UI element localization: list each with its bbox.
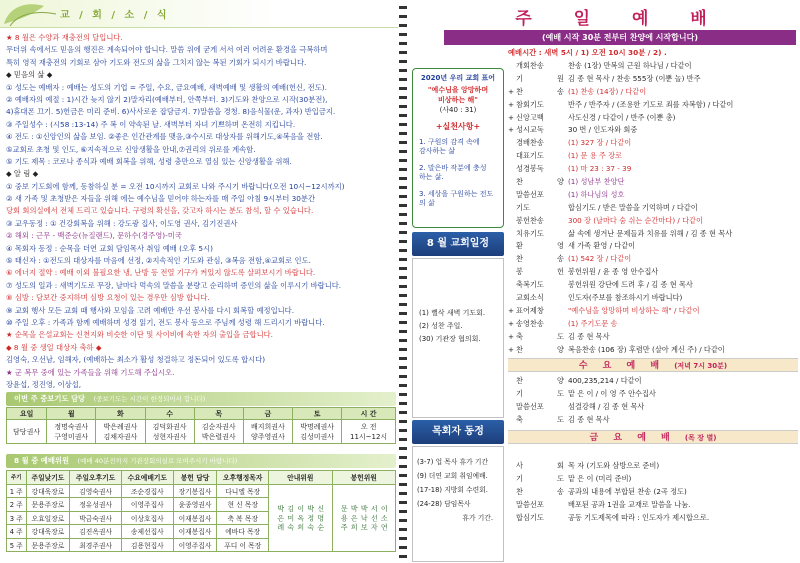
corner-label: 주기 bbox=[10, 475, 22, 482]
order-label: 교회소식 bbox=[516, 293, 544, 303]
friday-worship-band bbox=[508, 430, 798, 444]
order-value: 김 종 현 목사 bbox=[568, 414, 610, 424]
order-value: 김 종 현 목사 / 찬송 555장 (이뿐 놀) 반주 bbox=[568, 73, 701, 83]
friday-title: 금 요 예 배 bbox=[589, 433, 676, 443]
table-cell: 정명숙권사 구영미권사 bbox=[47, 420, 96, 444]
table-cell: 3 주 bbox=[7, 511, 27, 525]
order-row bbox=[508, 202, 798, 215]
member-name: 신 명 순 bbox=[316, 505, 325, 531]
motto-line2: 비상하는 해" bbox=[438, 96, 478, 104]
order-row bbox=[508, 99, 798, 112]
order-value: 봉헌위원 / 윤 종 영 안수집사 bbox=[568, 267, 659, 277]
worship-committee-note: (예배 40분전까지 기관장회의실로 모여주시기 바랍니다) bbox=[77, 457, 238, 465]
table-cell: 1 주 bbox=[7, 484, 27, 498]
order-label: 찬 양 bbox=[516, 376, 564, 385]
news-line: ★ 군 복무 중에 있는 가족들을 위해 기도해 주십시오. bbox=[6, 367, 175, 377]
order-value: 배포된 공과 1권을 교재로 말씀을 나눔. bbox=[568, 499, 691, 509]
prayer-duty-table bbox=[6, 407, 396, 444]
table-cell: 김용현집사 bbox=[121, 538, 173, 552]
order-mark: + bbox=[508, 86, 515, 96]
table-cell: 김영숙권사 bbox=[70, 484, 122, 498]
order-label: 대표기도 bbox=[516, 151, 544, 161]
order-value: 찬송 (1장) 만복의 근원 하나님 / 다같이 bbox=[568, 61, 692, 70]
friday-order-list bbox=[508, 460, 798, 524]
order-value: 300 장 (날마다 숨 쉬는 순간마다) / 다같이 bbox=[568, 215, 703, 225]
news-line: ⑨ 교회 행사 모든 교회 때 행사와 모임을 고려 예배만 우선 봉사를 다시 회복할 예정입니다. bbox=[6, 305, 295, 315]
order-label: 합심기도 bbox=[516, 512, 544, 522]
table-cell: 이상호집사 bbox=[121, 511, 173, 525]
order-label: 기도 bbox=[516, 202, 530, 212]
order-value: 김 종 현 목사 bbox=[568, 331, 610, 341]
order-label: 말씀선포 bbox=[516, 499, 544, 509]
table-cell: 박명례권사 김성미권사 bbox=[293, 420, 342, 444]
pastor-item-3: (17-18) 지방회 수련회. bbox=[417, 486, 488, 494]
order-row bbox=[508, 253, 798, 266]
order-row bbox=[508, 137, 798, 150]
worship-subtitle: (예배 시작 30분 전부터 찬양에 시작합니다) bbox=[444, 30, 796, 45]
table-cell: 4 주 bbox=[7, 525, 27, 539]
news-line: 당회 회의실에서 전체 드리고 있습니다. 구령의 확신을, 갖고자 하시는 분도 참석, 할 수 있습니다. bbox=[6, 206, 314, 216]
news-line: ① 중보 기도회에 함께, 동참하실 분 = 오전 10시까지 교회로 나와 주시기 바랍니다(오전 10시~12시까지) bbox=[6, 181, 345, 191]
table-cell: 윤종영권사 bbox=[173, 498, 217, 512]
order-value: (1) 542 장 / 다같이 bbox=[568, 254, 632, 264]
order-label: 경배찬송 bbox=[516, 138, 544, 148]
order-label: 신앙고백 bbox=[516, 112, 544, 122]
order-label: 기 도 bbox=[516, 388, 564, 398]
order-value: 삶 속에 생겨난 문제들과 치유를 위해 / 김 종 현 목사 bbox=[568, 228, 733, 238]
practice-2b: 하는 삶. bbox=[419, 173, 444, 181]
table-cell: 오 전 11시~12시 bbox=[342, 420, 396, 444]
page-header-title: 교 / 회 / 소 / 식 bbox=[60, 10, 170, 21]
order-value: 봉헌위원 강단에 드려 후 / 김 종 현 목사 bbox=[568, 280, 693, 290]
news-line: ② 해외 : 근무 - 백준승(뉴질랜드), 문하수(경주영)-미국 bbox=[6, 231, 182, 241]
table-cell: 강대욱장로 bbox=[26, 484, 70, 498]
pastor-item-4: (24-28) 담임목사 bbox=[417, 500, 471, 508]
table-cell: 배지희권사 양주영권사 bbox=[243, 420, 292, 444]
order-value: 복음찬송 (106 장) 후렴만 (살아 계신 주) / 다같이 bbox=[568, 344, 725, 354]
practice-2: 2. 말은바 작분에 충성 bbox=[419, 164, 487, 172]
order-value: "예수님을 앙망하며 비상하는 해" / 다같이 bbox=[568, 305, 700, 315]
member-name: 박 은 희 bbox=[350, 505, 359, 531]
order-value: (1) 주기도문 송 bbox=[568, 318, 618, 328]
left-page bbox=[0, 0, 398, 563]
news-line: ⑤교회로 초청 및 인도, ⑥지속적으로 신앙생활을 안내,⑦권리의 위로를 계속함. bbox=[6, 144, 256, 154]
table-cell: 문용주장로 bbox=[26, 538, 70, 552]
news-line: ⑦ 성도의 일과 : 새벽기도로 무장, 날마다 먹속의 말씀을 분량고 순리하며 증인의 삶을 이루시기 바랍니다. bbox=[6, 280, 342, 290]
table-cell: 최경주권사 bbox=[70, 538, 122, 552]
news-line: ⑧ 심방 : 담보간 중지하며 심방 요청이 있는 경우만 심방 합니다. bbox=[6, 293, 210, 303]
order-mark: + bbox=[508, 344, 515, 354]
order-label: 찬 송 bbox=[516, 254, 564, 264]
table-cell: 조순경집사 bbox=[121, 484, 173, 498]
order-row bbox=[508, 318, 798, 331]
motto-year: 2020년 우리 교회 표어 bbox=[420, 74, 496, 82]
practice-1b: 감사하는 삶 bbox=[419, 147, 456, 155]
right-page bbox=[408, 0, 800, 563]
order-value: (1) 하나님의 성호 bbox=[568, 189, 625, 199]
news-line: ⑤ 기도 제목 : 코로나 종식과 예배 회복을 위해, 성령 충만으로 열심 있는 신앙생활을 위해. bbox=[6, 156, 292, 166]
prayer-duty-bar bbox=[6, 392, 396, 406]
table-cell: 5 주 bbox=[7, 538, 27, 552]
order-row bbox=[508, 512, 798, 525]
order-label: 송영찬송 bbox=[516, 318, 544, 328]
pastor-item-5: 휴가 기간. bbox=[462, 514, 493, 522]
table-header-cell: 요일 bbox=[7, 408, 47, 420]
order-value: 새 가족 환영 / 다같이 bbox=[568, 241, 636, 251]
order-value: (1) 마 23 : 37 - 39 bbox=[568, 164, 632, 174]
news-line: ② 예배자의 예절 : 1)시간 늦지 않기 2)말자리(예배부터, 안쪽부터. 3)기도와 찬양으로 시작(30분전), bbox=[6, 94, 328, 104]
order-mark: + bbox=[508, 99, 515, 109]
friday-time: (목 장 별) bbox=[684, 434, 717, 442]
table-cell: 강대욱장로 bbox=[26, 525, 70, 539]
order-row bbox=[508, 215, 798, 228]
order-label: 축 도 bbox=[516, 331, 564, 341]
table-cell: 다니엘 목장 bbox=[217, 484, 269, 498]
news-line: ◆ 믿음의 삶 ◆ bbox=[6, 70, 53, 80]
table-row bbox=[7, 484, 396, 498]
table-cell: 에바다 목장 bbox=[217, 525, 269, 539]
news-line: ② 새 가족 및 초청받은 자들을 위해 에는 예수님을 믿어야 하는자를 매 주일 아침 9시부터 30분간 bbox=[6, 194, 316, 204]
worship-committee-table bbox=[6, 470, 396, 552]
order-label: 봉 헌 bbox=[516, 267, 564, 277]
member-name: 서 선 자 bbox=[370, 505, 379, 531]
news-line: ① 성도는 예배자 : 예배는 성도의 기업 = 주일, 수요, 금요예배, 새벽예배 및 생활의 예배(헌신, 전도). bbox=[6, 82, 327, 92]
table-cell: 이재봉집사 bbox=[173, 511, 217, 525]
table-cell: 이영주집사 bbox=[121, 498, 173, 512]
table-cell: 오효일장로 bbox=[26, 511, 70, 525]
news-line: ③ 교우동정 : ① 건강회복을 위해 : 강도광 집사, 이도영 권사, 김기진권사 bbox=[6, 218, 238, 228]
news-line: ★ 8 월은 수양과 재충전의 달입니다. bbox=[6, 33, 123, 42]
table-cell: 현 신 목장 bbox=[217, 498, 269, 512]
practice-3b: 의 삶 bbox=[419, 199, 435, 207]
table-header-cell: 목 bbox=[194, 408, 243, 420]
table-header-cell: 주일낮기도 bbox=[26, 471, 70, 485]
order-row bbox=[508, 266, 798, 279]
table-cell: 이재봉집사 bbox=[173, 525, 217, 539]
table-header-cell: 토 bbox=[293, 408, 342, 420]
order-row bbox=[508, 228, 798, 241]
table-cell: 문용주장로 bbox=[26, 498, 70, 512]
news-line: ④ 전도 : ①신앙인의 삶을 보임. ②좋은 인간관계를 맺음,③수시로 대상자를 위해기도,④복음을 전함. bbox=[6, 132, 323, 142]
order-row bbox=[508, 112, 798, 125]
table-header-cell: 수 bbox=[145, 408, 194, 420]
news-line: ⑤ 태신자 : ①전도의 대상자를 마음에 선정, ②지속적인 기도와 관심, ③복음 전함,④교회로 인도. bbox=[6, 256, 311, 266]
pastor-news-title: 목회자 동정 bbox=[412, 420, 504, 444]
news-line: ⑩ 주일 오후 : 가족과 함께 예배하며 성경 읽기, 전도 봉사 등으로 주님께 성령 해 드리시기 바랍니다. bbox=[6, 317, 325, 327]
sunday-worship-title: 주 일 예 배 bbox=[515, 9, 725, 29]
news-line: ◆ 8 월 중 생일 대상자 축하 ◆ bbox=[6, 342, 102, 352]
binding-spine bbox=[399, 0, 407, 563]
offering-members bbox=[332, 484, 396, 552]
wednesday-time: (저녁 7시 30분) bbox=[674, 362, 728, 370]
order-label: 축 도 bbox=[516, 414, 564, 424]
pastor-item-1: (3-7) 업 목사 휴가 기간 bbox=[417, 458, 489, 466]
table-header-cell bbox=[7, 471, 27, 485]
worship-times: 예배시간 : 새벽 5시 / 1) 오전 10시 30분 / 2) . bbox=[508, 48, 667, 57]
table-cell: 장기봉집사 bbox=[173, 484, 217, 498]
sunday-order-list bbox=[508, 60, 798, 356]
guide-members bbox=[269, 484, 332, 552]
member-name: 이 소 연 bbox=[380, 505, 389, 531]
motto-line1: "예수님을 앙망하며 bbox=[427, 86, 489, 94]
order-mark: + bbox=[508, 331, 515, 341]
table-cell: 2 주 bbox=[7, 498, 27, 512]
practice-1: 1. 구원의 감격 속에 bbox=[419, 138, 480, 146]
order-label: 찬 송 bbox=[516, 486, 564, 496]
table-header-cell: 화 bbox=[96, 408, 145, 420]
order-value: (1) 문 용 주 장로 bbox=[568, 151, 623, 161]
august-schedule-title: 8 월 교회일정 bbox=[412, 232, 504, 256]
member-name: 문 용 주 bbox=[340, 505, 349, 531]
table-header-cell: 수요예배기도 bbox=[121, 471, 173, 485]
order-label: 성시교독 bbox=[516, 125, 544, 135]
table-cell: 축 복 목장 bbox=[217, 511, 269, 525]
order-value: 인도자(주보를 참조하시기 바랍니다) bbox=[568, 293, 683, 303]
order-value: 공과의 내용에 부합된 찬송 (2곡 정도) bbox=[568, 486, 687, 496]
order-mark: + bbox=[508, 305, 515, 315]
table-header-cell: 시 간 bbox=[342, 408, 396, 420]
order-label: 기 원 bbox=[516, 73, 564, 83]
order-row bbox=[508, 86, 798, 99]
august-item-2: (2) 성찬 주일. bbox=[419, 322, 463, 330]
order-row bbox=[508, 150, 798, 163]
order-label: 표어제창 bbox=[516, 305, 544, 315]
order-row bbox=[508, 473, 798, 486]
table-header-cell: 봉헌 담당 bbox=[173, 471, 217, 485]
order-label: 사 회 bbox=[516, 461, 564, 470]
table-header-cell: 주일오후기도 bbox=[70, 471, 122, 485]
member-name: 김 미 숙 bbox=[286, 505, 295, 531]
order-row bbox=[508, 163, 798, 176]
order-row bbox=[508, 189, 798, 202]
wednesday-order-list bbox=[508, 375, 798, 427]
order-row bbox=[508, 375, 798, 388]
member-name: 박 은 례 bbox=[276, 505, 285, 531]
august-schedule-box bbox=[412, 258, 504, 418]
order-value: (1) 성남부 찬양단 bbox=[568, 177, 625, 187]
order-value: 400,235,214 / 다같이 bbox=[568, 376, 642, 385]
order-row bbox=[508, 344, 798, 357]
order-row bbox=[508, 331, 798, 344]
news-line: 무더위 속에서도 믿음의 행진은 계속되어야 합니다. 말씀 위에 굳게 서서 여러 어려운 환경을 극복하며 bbox=[6, 45, 328, 55]
table-header-cell: 금 bbox=[243, 408, 292, 420]
order-row bbox=[508, 124, 798, 137]
order-mark: + bbox=[508, 112, 515, 122]
order-row bbox=[508, 388, 798, 401]
news-line: ④ 목회자 동정 : 순목을 더연 교회 담임목사 취임 예배 (오후 5시) bbox=[6, 243, 213, 253]
order-row bbox=[508, 499, 798, 512]
leaf-icon bbox=[0, 0, 60, 28]
order-label: 기 도 bbox=[516, 473, 564, 483]
table-cell: 김진옥권사 bbox=[70, 525, 122, 539]
august-item-1: (1) 뻘삭 새벽 기도회. bbox=[419, 309, 486, 317]
news-line: 4)휴대폰 끄기. 5)헌금은 미리 준비. 6)사사로운 잡담금지. 7)말씀을 경청. 8)음식물(운, 과자) 반입금지. bbox=[6, 107, 336, 117]
order-value: 섬결강해 / 김 종 현 목사 bbox=[568, 401, 645, 411]
wednesday-title: 수 요 예 배 bbox=[578, 361, 666, 371]
order-label: 성경봉독 bbox=[516, 164, 544, 174]
order-value: 목 자 (기도와 삼방으로 준비) bbox=[568, 461, 660, 470]
member-name: 박 낙 보 bbox=[360, 505, 369, 531]
table-cell: 이영주집사 bbox=[173, 538, 217, 552]
order-value: 맡 은 이 / 이 영 주 안수집사 bbox=[568, 388, 656, 398]
news-line: 김영숙, 오선남, 임해자, (예배하는 최소가 활성 청결하고 정돈되어 있도록 합시다) bbox=[6, 355, 266, 365]
table-header-cell: 오후행정목자 bbox=[217, 471, 269, 485]
table-cell: 정유성권사 bbox=[70, 498, 122, 512]
header-band bbox=[0, 0, 398, 28]
table-cell: 푸디 이 목장 bbox=[217, 538, 269, 552]
motto-verse: (사40 : 31) bbox=[439, 106, 477, 114]
order-value: (1) 327 장 / 다같이 bbox=[568, 138, 632, 148]
member-name: 이 옥 희 bbox=[296, 505, 305, 531]
table-cell: 김순자권사 박은렬권사 bbox=[194, 420, 243, 444]
order-row bbox=[508, 279, 798, 292]
practice-title: +실천사항+ bbox=[435, 122, 481, 131]
pastor-item-2: (9) 더연 교회 취임예배. bbox=[417, 472, 488, 480]
table-header-cell: 월 bbox=[47, 408, 96, 420]
order-value: 사도신경 / 다같이 / 반주 (이뿐 총) bbox=[568, 112, 676, 122]
order-value: 맡 은 이 (미리 준비) bbox=[568, 473, 632, 483]
order-row bbox=[508, 305, 798, 318]
news-line: ★ 순목을 은설교회는 신천지와 비슷한 이단 및 사이비에 속한 자의 출입을 금합니다. bbox=[6, 330, 273, 340]
news-line: ③ 주일성수 : (시58 :13-14) 주 복 이 약속된 날. 새벽부터 자녀 기쁘하며 온전히 지킵니다. bbox=[6, 119, 296, 129]
pastor-news-box bbox=[412, 446, 504, 562]
worship-committee-bar bbox=[6, 454, 396, 468]
news-line: 장윤섭, 정진영, 이상섭, bbox=[6, 379, 82, 389]
order-row bbox=[508, 176, 798, 189]
order-value: 반주 / 반주자 / (조용한 기도로 죄를 자복함) / 다같이 bbox=[568, 99, 734, 109]
table-cell: 김덕화권사 성현자권사 bbox=[145, 420, 194, 444]
wednesday-worship-band bbox=[508, 358, 798, 372]
order-label: 말씀선포 bbox=[516, 189, 544, 199]
table-cell: 박금숙권사 bbox=[70, 511, 122, 525]
news-line: ◆ 알 림 ◆ bbox=[6, 169, 39, 179]
order-label: 참회기도 bbox=[516, 99, 544, 109]
table-cell: 박은례권사 김채자권사 bbox=[96, 420, 145, 444]
order-row bbox=[508, 401, 798, 414]
order-row bbox=[508, 240, 798, 253]
order-row bbox=[508, 292, 798, 305]
august-item-3: (30) 기관장 협의회. bbox=[419, 335, 481, 343]
order-label: 치유기도 bbox=[516, 228, 544, 238]
prayer-duty-title: 이번 주 중보기도 담당 bbox=[14, 394, 86, 403]
motto-box bbox=[412, 68, 504, 228]
news-line: 특히 영적 재충전의 기회로 삼아 기도와 전도의 삶을 그치지 않는 복된 기회가 되시기 바랍니다. bbox=[6, 57, 307, 67]
order-label: 찬 양 bbox=[516, 177, 564, 187]
worship-committee-title: 8 월 중 예배위원 bbox=[14, 456, 69, 465]
order-value: 공동 기도제목에 따라 : 인도자가 제시합으로. bbox=[568, 512, 710, 522]
table-cell: 송제선집사 bbox=[121, 525, 173, 539]
order-label: 환 영 bbox=[516, 241, 564, 251]
news-line: ⑥ 에너지 절약 : 예배 이외 불필요한 냉, 난방 등 전열 기구가 켜있지 않도록 살펴보시기 바랍니다. bbox=[6, 268, 316, 278]
table-header-cell: 안내위원 bbox=[269, 471, 332, 485]
order-label: 축복기도 bbox=[516, 280, 544, 290]
order-value: 합심기도 / 받은 말씀을 기억하며 / 다같이 bbox=[568, 202, 698, 212]
order-row bbox=[508, 460, 798, 473]
order-mark: + bbox=[508, 318, 515, 328]
order-mark: + bbox=[508, 125, 515, 135]
table-header-cell: 봉헌위원 bbox=[332, 471, 396, 485]
order-row bbox=[508, 486, 798, 499]
order-label: 찬 송 bbox=[516, 86, 564, 96]
order-label: 개회찬송 bbox=[516, 61, 544, 70]
order-value: (1) 찬송 (14장) / 다같이 bbox=[568, 86, 647, 96]
table-cell: 담당권사 bbox=[7, 420, 47, 444]
order-label: 말씀선포 bbox=[516, 401, 544, 411]
news-lines bbox=[6, 32, 396, 391]
order-label: 찬 양 bbox=[516, 344, 564, 354]
order-label: 봉헌찬송 bbox=[516, 215, 544, 225]
order-row bbox=[508, 73, 798, 86]
order-value: 30 번 / 인도자와 회중 bbox=[568, 125, 638, 135]
order-row bbox=[508, 60, 798, 73]
member-name: 박 정 숙 bbox=[306, 505, 315, 531]
prayer-duty-note: (중보기도는 시간이 한정되어서 합니다) bbox=[93, 395, 206, 403]
order-row bbox=[508, 414, 798, 427]
practice-3: 3. 세상을 구원하는 전도 bbox=[419, 190, 494, 198]
